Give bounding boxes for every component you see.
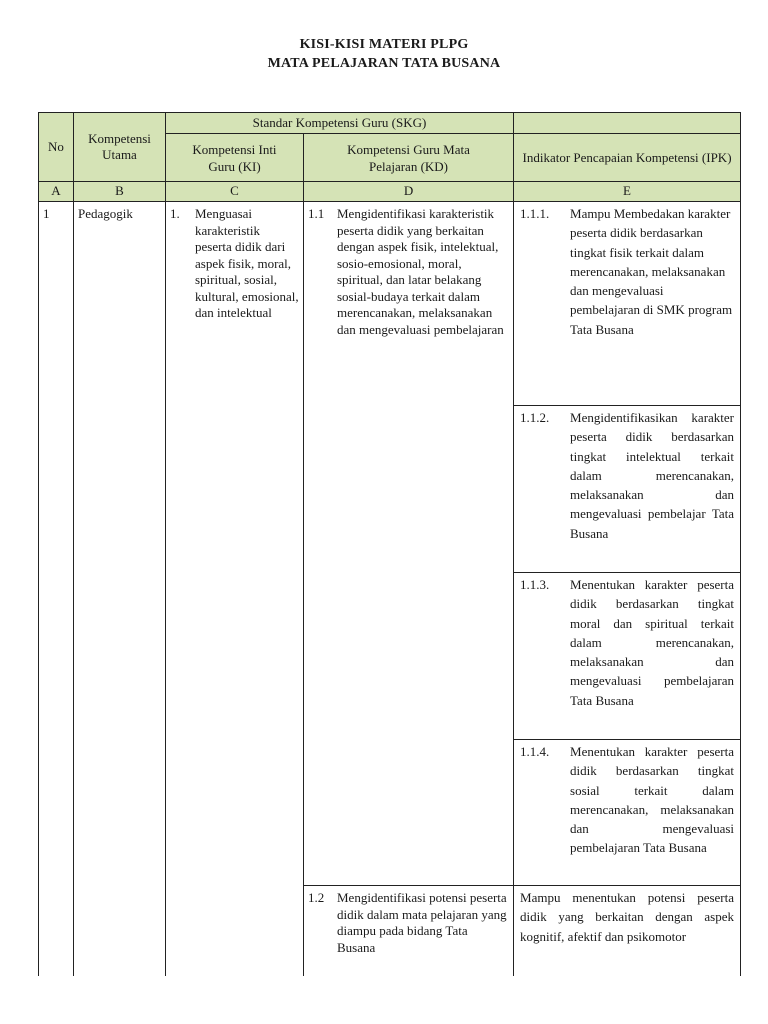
ki-number: 1. <box>170 206 180 221</box>
ipk-number: 1.1.2. <box>520 410 550 425</box>
ipk-text: Menentukan karakter peserta didik berdasarkan tingkat sosial terkait dalam merencanakan, melaksanakan dan mengevaluasi pembelajaran Tata Busana <box>570 744 735 856</box>
header-ki: Kompetensi Inti Guru (KI) <box>166 134 304 182</box>
letter-d: D <box>304 182 514 202</box>
kisi-kisi-table <box>38 112 741 976</box>
ipk-text: Mampu Membedakan karakter peserta didik berdasarkan tingkat fisik terkait dalam merencanakan, melaksanakan dan mengevaluasi pembelajaran di SMK program Tata Busana <box>570 206 733 337</box>
ipk-item-5 <box>514 886 741 976</box>
document-subtitle: MATA PELAJARAN TATA BUSANA <box>267 56 501 71</box>
letter-b: B <box>74 182 166 202</box>
kd-number: 1.2 <box>308 890 325 905</box>
ipk-item-4 <box>514 740 741 886</box>
kd-text: Mengidentifikasi karakteristik peserta didik yang berkaitan dengan aspek fisik, intelektual, sosio-emosional, moral, spiritual, dan latar belakang sosial-budaya terkait dalam merencanakan, melaksanakan dan mengevaluasi pembelajaran <box>337 206 504 337</box>
ki-item <box>166 202 304 976</box>
header-no: No <box>39 113 74 182</box>
kd-item-1 <box>304 202 514 886</box>
kd-item-2 <box>304 886 514 976</box>
ipk-text: Mengidentifikasikan karakter peserta didik berdasarkan tingkat intelektual terkait dalam merencanakan, melaksanakan dan mengevaluasi pembelajar Tata Busana <box>570 410 735 541</box>
document-title: KISI-KISI MATERI PLPG <box>299 37 469 52</box>
ipk-number: 1.1.3. <box>520 577 550 592</box>
ipk-number: 1.1.4. <box>520 744 550 759</box>
header-skg: Standar Kompetensi Guru (SKG) <box>166 113 514 134</box>
ipk-item-3 <box>514 573 741 740</box>
row-no: 1 <box>39 202 74 976</box>
header-kompetensi-utama: Kompetensi Utama <box>74 113 166 182</box>
ipk-item-1 <box>514 202 741 406</box>
letter-a: A <box>39 182 74 202</box>
ipk-text: Mampu menentukan potensi peserta didik yang berkaitan dengan aspek kognitif, afektif dan psikomotor <box>520 890 735 944</box>
letter-c: C <box>166 182 304 202</box>
ipk-number: 1.1.1. <box>520 206 550 221</box>
ki-text: Menguasai karakteristik peserta didik dari aspek fisik, moral, spiritual, sosial, kultural, emosional, dan intelektual <box>195 206 299 320</box>
letter-e: E <box>514 182 741 202</box>
row-kompetensi-utama: Pedagogik <box>74 202 166 976</box>
kd-text: Mengidentifikasi potensi peserta didik dalam mata pelajaran yang diampu pada bidang Tata Busana <box>337 890 507 955</box>
header-kd: Kompetensi Guru Mata Pelajaran (KD) <box>304 134 514 182</box>
header-empty <box>514 113 741 134</box>
kd-number: 1.1 <box>308 206 325 221</box>
ipk-item-2 <box>514 406 741 573</box>
header-ipk: Indikator Pencapaian Kompetensi (IPK) <box>514 134 741 182</box>
ipk-text: Menentukan karakter peserta didik berdasarkan tingkat moral dan spiritual terkait dalam merencanakan, melaksanakan dan mengevaluasi pembelajaran Tata Busana <box>570 577 735 708</box>
